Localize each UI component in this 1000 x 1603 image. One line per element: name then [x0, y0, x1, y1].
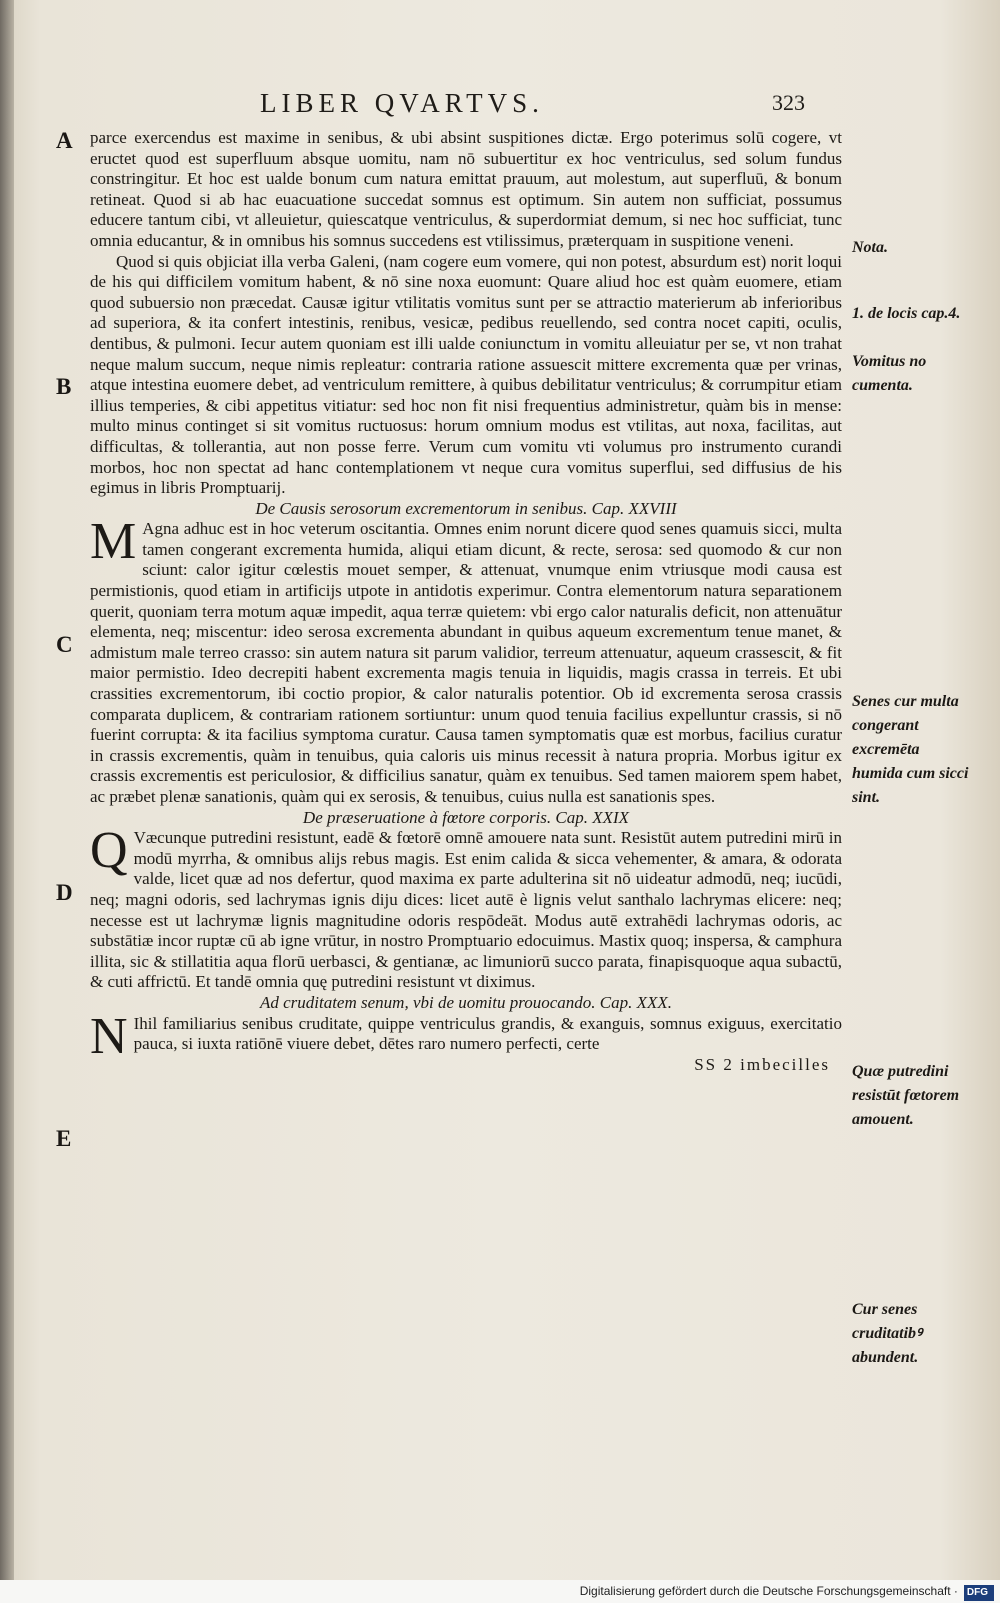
chapter-heading-29: De præseruatione à fœtore corporis. Cap. XXIX: [302, 807, 630, 827]
running-head: LIBER QVARTVS.: [260, 88, 544, 118]
chapter-heading-28: De Causis serosorum excrementorum in senibus. Cap. XXVIII: [255, 498, 677, 518]
margin-note-vomitus: Vomitus no cumenta.: [852, 353, 927, 394]
book-spine-shadow: [0, 0, 14, 1580]
drop-cap-n: N: [90, 1007, 128, 1065]
section-letter-c: C: [56, 632, 73, 657]
paragraph-3: [90, 513, 842, 807]
footer-credit: Digitalisierung gefördert durch die Deutsche Forschungsgemeinschaft ·: [579, 1584, 958, 1598]
page-number: 323: [772, 90, 805, 115]
paragraph-4-text: Væcunque putredini resistunt, eadē & fœtorē omnē amouere nata sunt. Resistūt autem putredini mirū in modū myrrha, & omnibus alijs rebus magis. Est enim calida & sicca vehementer, & amara, & odorata valde, licet quæ ad nos defertur, quod maxima ex parte adulterina sit nō uideatur admodū, neq; iucūdi, neq; magni odoris, sed lachrymas ignis diju dices: licet autē è lignis velut santhalo lachrymas elicere: neq; necesse est ut lachrymæ lignis magnitudine odoris respōdeāt. Modus autē extrahēdi lachrymas odoris, ac substātiæ incor ruptæ cū ab igne vrūtur, in nostro Promptuario edocuimus. Mastix quoq; inspersa, & camphura illita, sic & stillatitia aqua florū uerbasci, & gentianæ, ac limuniorū succo parata, finapisquoque aqua subactū, & cuti affrictū. Et tandē omnia quę putredini resistunt vt diximus.: [90, 828, 842, 992]
digitization-footer: [0, 1580, 1000, 1603]
section-letter-e: E: [56, 1126, 72, 1151]
paragraph-5-text: Ihil familiarius senibus cruditate, quippe ventriculus grandis, & exanguis, somnus exiguus, exercitatio pauca, si iuxta ratiōnē viuere debet, dētes raro numero perfecti, certe: [133, 1013, 842, 1054]
dfg-logo: DFG: [964, 1585, 994, 1601]
section-letter-d: D: [56, 880, 73, 905]
margin-note-cruditatib: Cur senes cruditatibꝰ abundent.: [852, 1301, 923, 1366]
paragraph-2: Quod si quis objiciat illa verba Galeni, (nam cogere eum vomere, qui non potest, absurdum est) norit loqui de his qui difficilem vomitum habent, & nō sine noxa euomunt: Quare aliud hoc est quàm euomere, etiam quod subuersio non præcedat. Causæ igitur vtilitatis vomitus sunt per se attractio materierum ab inferioribus ad superiora, & ita confert intestinis, renibus, vesicæ, pedibus reuellendo, sed contra nocet capiti, oculis, dentibus, & pulmoni. Iecur autem quoniam est illi ualde coniunctum in vomitu alleuiatur per se, vt non trahat neque malum succum, neque nimis repleatur: contraria ratione assuescit mittere excrementa quæ per vrinas, atque intestina euomere debet, ad ventriculum remittere, à quibus debilitatur ventriculus; & corrumpitur etiam illius temperies, & cibi appetitus vitiatur: sed hoc non fit nisi frequentius administretur, quàm bis in mense: multo minus continget si sit vomitus ructuosus: horum omnium modus est vtilitas, aut noxa, facilitas, aut difficultas, & tollerantia, aut non posse ferre. Verum cum vomitu vti volumus pro instrumento curandi morbos, hoc non spectat ad hanc contemplationem vt neque cura vomitus superflui, sed diffusius de his egimus in libris Promptuarij.: [90, 251, 842, 498]
paragraph-3-text: Agna adhuc est in hoc veterum oscitantia. Omnes enim norunt dicere quod senes quamuis sicci, multa tamen congerant excrementa humida, aliqui etiam dicunt, & recte, serosa: sed quomodo & cur non sciunt: calor igitur cœlestis mouet semper, & attenuat, vnumque enim vtriusque modi causa est permistionis, quod etiam in artificijs utpote in antidotis experimur. Contra elementorum natura separationem querit, quoniam terra motum aquæ impedit, aqua terræ quietem: vbi ergo calor naturalis deficit, non attenuātur elementa, neq; miscentur: ideo serosa excrementa abundant in quibus aqueum excrementum tenue manet, & admistum male terreo crasso: sin autem natura sit parum validior, terreum attenuatur, aqueum crassescit, & fit maior permistio. Ideo decrepiti habent excrementa magis tenuia in liquidis, magis crassa in terreis. Et ubi crassities excrementorum, ibi coctio propior, & calor naturalis potentior. Ob id excrementa serosa crassis comparata duplicem, & contrariam rationem sortiuntur: unum quod tenuia facilius expelluntur crassis, si nō fuerint corrupta: & ita facilius symptoma curatur. Causa tamen symptomatis quæ est morbus, facilius curatur in crassis excrementis, quàm in tenuibus, quia caloris uis minus recessit à natura propria. Morbus igitur ex crassis excrementis est periculosior, & difficilius sanatur, quàm ex tenuibus. Sed tamen maiorem spem habet, ac præbet plenæ sanationis, quàm qui ex serosis, & tenuibus, cuius nulla est sanationis spes.: [90, 519, 842, 806]
main-text: [90, 128, 842, 1075]
section-letter-a: A: [56, 128, 73, 153]
drop-cap-q: Q: [90, 822, 128, 880]
paragraph-1: parce exercendus est maxime in senibus, & ubi absint suspitiones dictæ. Ergo poterimus solū cogere, vt eructet quod est superfluum absque uomitu, nam nō subuertitur ex hoc ventriculus, sed solum fundus constringitur. Et hoc est ualde bonum cum natura emittat prauum, aut molestum, aut superfluū, & bonum retineat. Quod si ab hac euacuatione succedat somnus est optimum. Sin autem non sufficiat, possumus educere tantum cibi, vt alleuietur, quiescatque ventriculus, & superdormiat demum, si nec hoc sufficiat, tunc omnia educantur, & in omnibus his somnus succedens est vtilissimus, præterquam in suspitione veneni.: [90, 128, 842, 250]
chapter-heading-30: Ad cruditatem senum, vbi de uomitu prouocando. Cap. XXX.: [259, 992, 673, 1012]
section-letter-b: B: [56, 374, 72, 399]
signature-catchword: SS 2 imbecilles: [694, 1054, 830, 1074]
margin-note-galen-ref: 1. de locis cap.4.: [852, 305, 961, 322]
margin-note-putredini: Quæ putredini resistūt fœtorem amouent.: [852, 1063, 960, 1128]
paragraph-4: [90, 822, 842, 993]
margin-note-nota: Nota.: [852, 239, 888, 256]
drop-cap-m: M: [90, 513, 137, 571]
margin-note-senes: Senes cur multa congerant excremēta humida cum sicci sint.: [852, 693, 969, 806]
